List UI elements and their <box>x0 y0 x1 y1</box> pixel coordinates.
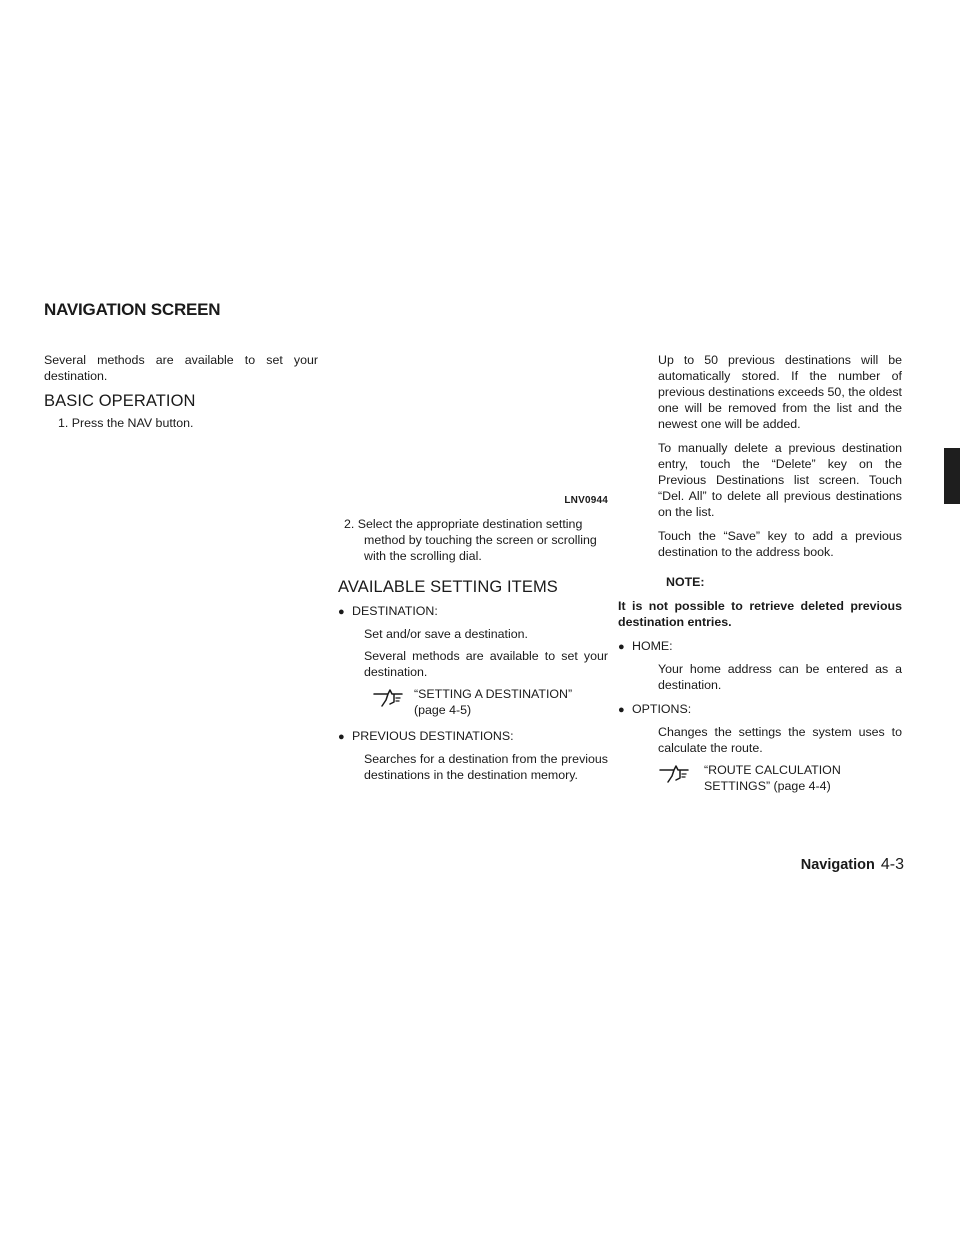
options-ref-text: “ROUTE CALCULATION SETTINGS” (page 4-4) <box>704 763 841 793</box>
bullet-home <box>618 638 902 655</box>
options-desc: Changes the settings the system uses to calculate the route. <box>658 725 902 755</box>
image-code: LNV0944 <box>564 495 608 506</box>
step-1: 1. Press the NAV button. <box>58 416 194 430</box>
column-2-body <box>338 516 608 783</box>
destination-desc-1: Set and/or save a destination. <box>364 627 528 641</box>
note-text: It is not possible to retrieve deleted previous destination entries. <box>618 599 902 629</box>
previous-para-1: Up to 50 previous destinations will be automatically stored. If the number of previous destinations exceeds 50, the oldest one will be removed from the list and the newest one will be added. <box>658 353 902 431</box>
step-2-rest: method by touching the screen or scrolling with the scrolling dial. <box>364 533 597 563</box>
step-2-line1: 2. Select the appropriate destination setting <box>344 517 583 531</box>
note-label: NOTE: <box>666 575 705 589</box>
destination-ref-text: “SETTING A DESTINATION” (page 4-5) <box>414 687 573 717</box>
bullet-dot: ● <box>338 606 345 618</box>
footer-page-number: 4-3 <box>880 856 904 873</box>
options-reference <box>618 762 902 794</box>
section-title: NAVIGATION SCREEN <box>44 300 221 319</box>
column-3 <box>618 352 902 794</box>
available-setting-items-heading: AVAILABLE SETTING ITEMS <box>338 578 558 596</box>
bullet-dot: ● <box>338 731 345 743</box>
options-label: OPTIONS: <box>632 702 692 716</box>
pointing-hand-icon <box>372 686 406 708</box>
intro-text: Several methods are available to set your destination. <box>44 353 318 383</box>
bullet-destination <box>338 603 608 620</box>
destination-reference <box>338 686 608 718</box>
previous-para-3: Touch the “Save” key to add a previous destination to the address book. <box>658 529 902 559</box>
destination-label: DESTINATION: <box>352 604 438 618</box>
home-desc: Your home address can be entered as a destination. <box>658 662 902 692</box>
previous-para-2: To manually delete a previous destination entry, touch the “Delete” key on the Previous Destinations list screen. Touch “Del. All” to delete all previous destinations on the list. <box>658 441 902 519</box>
chapter-side-tab <box>944 448 960 504</box>
home-label: HOME: <box>632 639 673 653</box>
bullet-dot: ● <box>618 641 625 653</box>
column-2 <box>338 495 608 506</box>
bullet-previous-destinations <box>338 728 608 745</box>
footer-chapter: Navigation <box>800 857 875 873</box>
destination-desc-2: Several methods are available to set your destination. <box>364 649 608 679</box>
pointing-hand-icon <box>658 762 692 784</box>
column-1 <box>44 352 318 431</box>
basic-operation-heading: BASIC OPERATION <box>44 392 196 410</box>
previous-desc: Searches for a destination from the previous destinations in the destination memory. <box>364 752 608 782</box>
bullet-dot: ● <box>618 704 625 716</box>
bullet-options <box>618 701 902 718</box>
previous-label: PREVIOUS DESTINATIONS: <box>352 729 514 743</box>
page-footer <box>780 856 904 874</box>
